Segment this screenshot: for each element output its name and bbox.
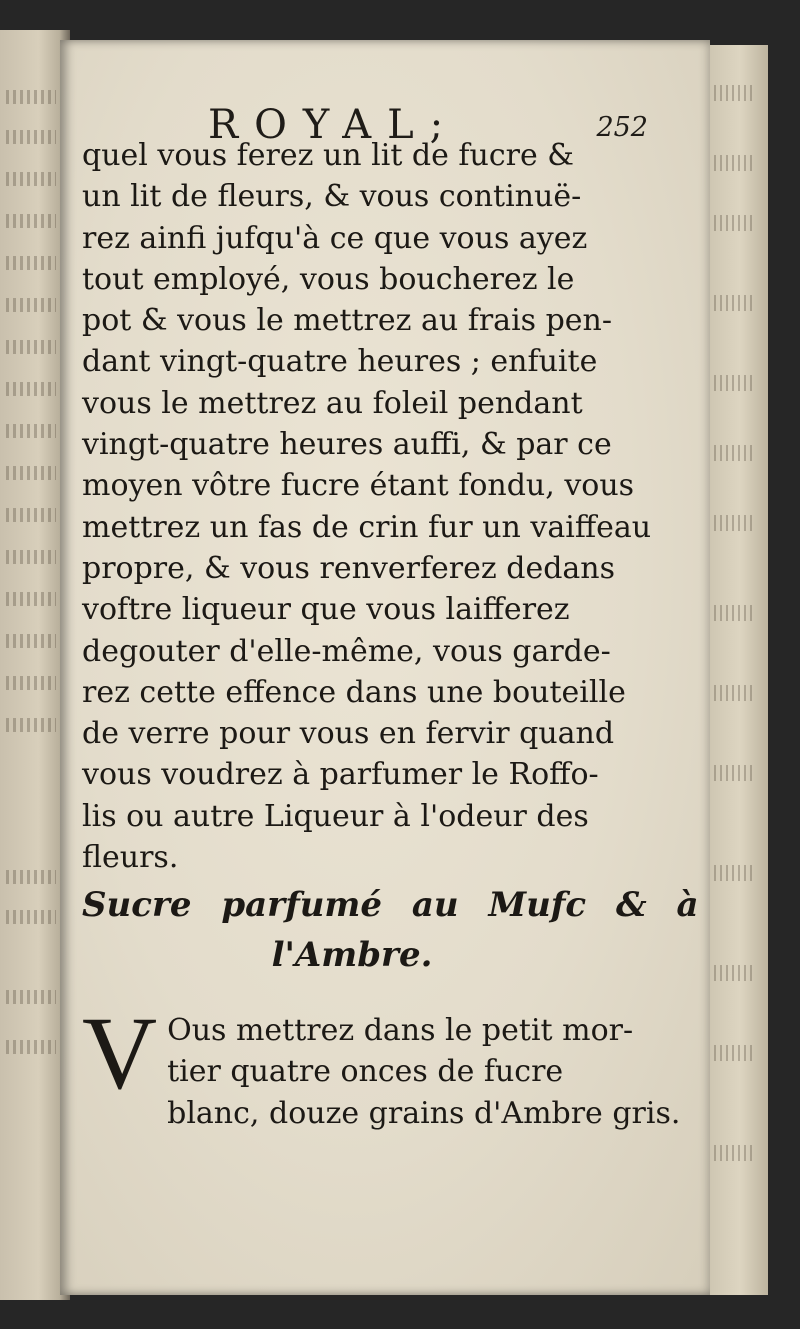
recipe-text	[82, 996, 681, 1134]
recipe-title-line: Sucre parfumé au Mufc & à	[82, 885, 699, 925]
text-line: vingt-quatre heures auffi, & par ce	[82, 427, 612, 463]
text-line: vous voudrez à parfumer le Roffo-	[82, 757, 599, 793]
body-text	[82, 135, 662, 878]
text-line: quel vous ferez un lit de fucre &	[82, 138, 574, 173]
text-line: mettrez un fas de crin fur un vaiffeau	[82, 509, 652, 545]
text-line: moyen vôtre fucre étant fondu, vous	[82, 468, 635, 504]
text-line: propre, & vous renverferez dedans	[82, 550, 615, 586]
drop-cap: V	[82, 996, 158, 1111]
text-line: fleurs.	[82, 840, 179, 876]
recipe-title	[82, 880, 699, 980]
text-line: rez ainfi jufqu'à ce que vous ayez	[82, 220, 588, 256]
text-line: tout employé, vous boucherez le	[82, 261, 575, 297]
text-line: pot & vous le mettrez au frais pen-	[82, 303, 613, 339]
recipe-title-line: l'Ambre.	[271, 935, 433, 975]
text-line: voftre liqueur que vous laifferez	[82, 592, 570, 628]
text-line: lis ou autre Liqueur à l'odeur des	[82, 798, 589, 834]
text-line: un lit de fleurs, & vous continuë-	[82, 179, 582, 215]
text-line: blanc, douze grains d'Ambre gris.	[167, 1095, 681, 1131]
text-line: vous le mettrez au foleil pendant	[82, 385, 583, 421]
book-page	[60, 40, 710, 1295]
text-line: degouter d'elle-même, vous garde-	[82, 633, 611, 669]
page-number: 252	[596, 112, 648, 143]
text-line: rez cette effence dans une bouteille	[82, 674, 626, 710]
text-line: de verre pour vous en fervir quand	[82, 716, 615, 752]
text-line: tier quatre onces de fucre	[167, 1054, 564, 1090]
running-title: ROYAL;	[208, 102, 460, 148]
text-line: dant vingt-quatre heures ; enfuite	[82, 344, 598, 380]
text-line: Ous mettrez dans le petit mor-	[167, 1013, 634, 1048]
